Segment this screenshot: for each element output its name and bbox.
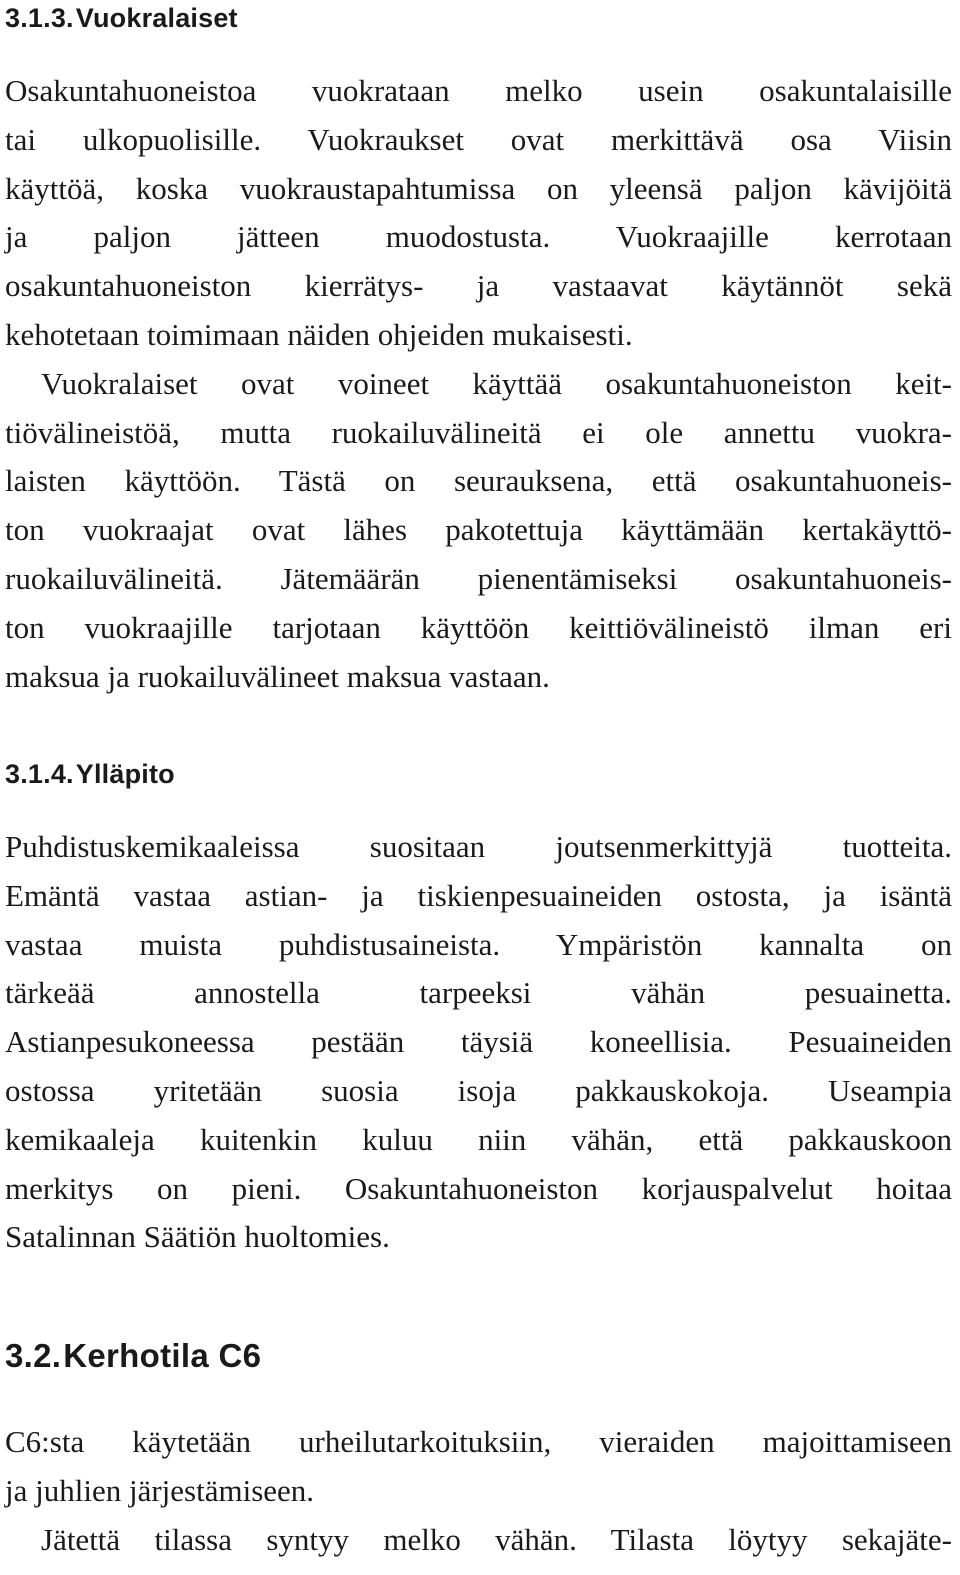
- text-line: merkitys on pieni. Osakuntahuoneiston korjauspalvelut hoitaa: [5, 1170, 952, 1206]
- text-line: Emäntä vastaa astian- ja tiskienpesuaineiden ostosta, ja isäntä: [5, 877, 952, 913]
- text-line: Astianpesukoneessa pestään täysiä koneellisia. Pesuaineiden: [5, 1024, 952, 1060]
- text-line: ja paljon jätteen muodostusta. Vuokraajille kerrotaan: [5, 219, 952, 255]
- section-title: Ylläpito: [75, 759, 175, 789]
- text-line: Osakuntahuoneistoa vuokrataan melko usein osakuntalaisille: [5, 73, 952, 108]
- section-number: 3.1.4.: [5, 759, 74, 789]
- text-line: osakuntahuoneiston kierrätys- ja vastaavat käytännöt sekä: [5, 268, 952, 304]
- section-number: 3.1.3.: [5, 3, 74, 33]
- text-line: ruokailuvälineitä. Jätemäärän pienentämiseksi osakuntahuoneis-: [5, 560, 952, 596]
- text-line: vastaa muista puhdistusaineista. Ympäristön kannalta on: [5, 926, 952, 962]
- text-line: kehotetaan toimimaan näiden ohjeiden mukaisesti.: [5, 316, 633, 352]
- text-line: tärkeää annostella tarpeeksi vähän pesuainetta.: [5, 975, 952, 1011]
- paragraph-kerhotila: [5, 1418, 952, 1564]
- text-line: Vuokralaiset ovat voineet käyttää osakuntahuoneiston keit-: [41, 365, 952, 401]
- text-line: ton vuokraajille tarjotaan käyttöön keittiövälineistö ilman eri: [5, 609, 952, 645]
- text-line: ja juhlien järjestämiseen.: [5, 1472, 315, 1508]
- section-number: 3.2.: [5, 1337, 62, 1374]
- text-line: maksua ja ruokailuvälineet maksua vastaan.: [5, 658, 550, 694]
- text-line: ostossa yritetään suosia isoja pakkauskokoja. Useampia: [5, 1072, 952, 1108]
- text-line: C6:sta käytetään urheilutarkoituksiin, vieraiden majoittamiseen: [5, 1424, 952, 1459]
- paragraph-vuokralaiset: [5, 67, 952, 701]
- section-title: Kerhotila C6: [63, 1337, 262, 1374]
- text-line: tai ulkopuolisille. Vuokraukset ovat merkittävä osa Viisin: [5, 121, 952, 157]
- text-line: laisten käyttöön. Tästä on seurauksena, että osakuntahuoneis-: [5, 463, 952, 499]
- text-line: kemikaaleja kuitenkin kuluu niin vähän, että pakkauskoon: [5, 1121, 952, 1157]
- text-line: käyttöä, koska vuokraustapahtumissa on yleensä paljon kävijöitä: [5, 170, 952, 206]
- section-heading-yllapito: [5, 756, 175, 792]
- text-line: Puhdistuskemikaaleissa suositaan joutsenmerkittyjä tuotteita.: [5, 829, 952, 864]
- paragraph-yllapito: [5, 823, 952, 1262]
- section-title: Vuokralaiset: [75, 3, 238, 33]
- text-line: Satalinnan Säätiön huoltomies.: [5, 1219, 390, 1255]
- text-line: ton vuokraajat ovat lähes pakotettuja käyttämään kertakäyttö-: [5, 512, 952, 548]
- text-line: tiövälineistöä, mutta ruokailuvälineitä ei ole annettu vuokra-: [5, 414, 952, 450]
- text-line: Jätettä tilassa syntyy melko vähän. Tilasta löytyy sekajäte-: [41, 1521, 952, 1557]
- section-heading-kerhotila: [5, 1334, 261, 1378]
- section-heading-vuokralaiset: [5, 0, 238, 36]
